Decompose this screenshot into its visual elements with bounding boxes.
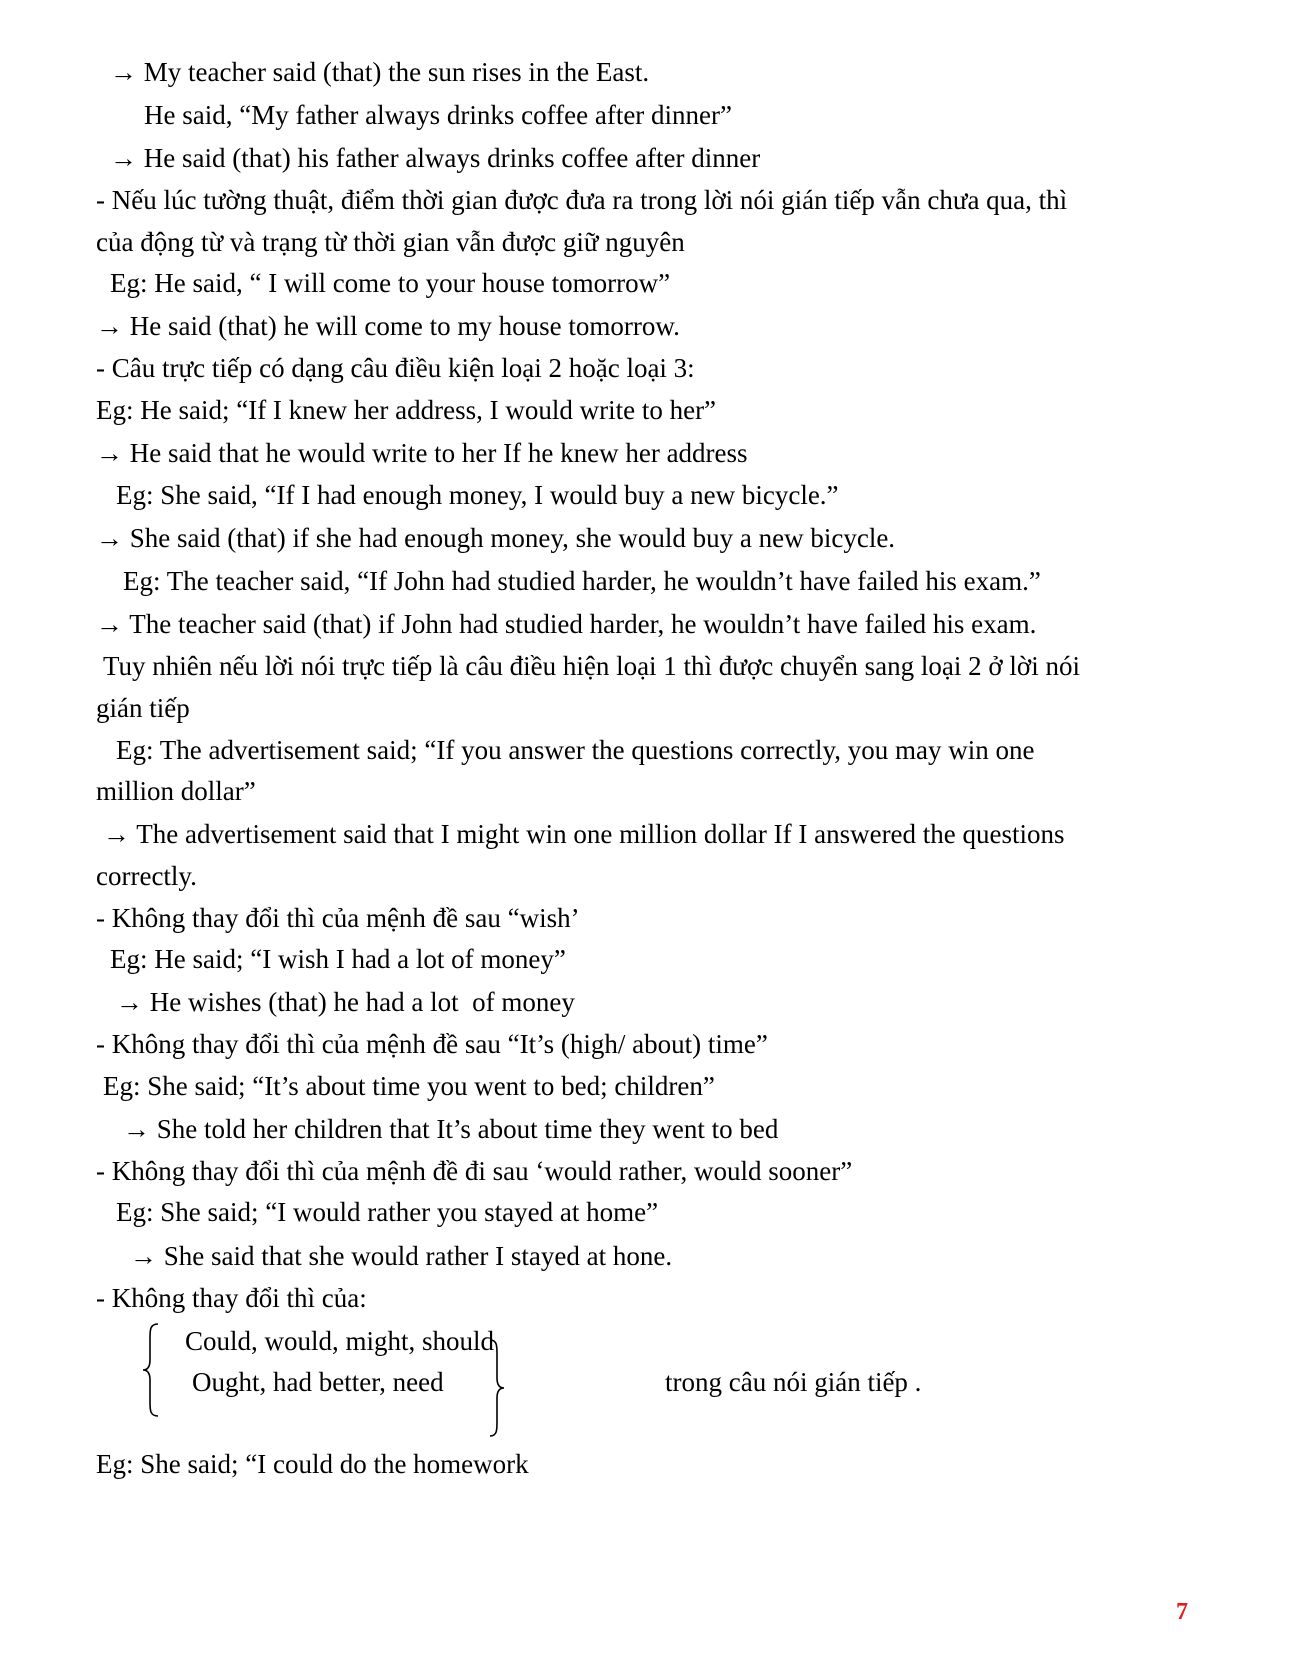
text-line: → He wishes (that) he had a lot of money [116, 987, 575, 1017]
text-line: Eg: He said, “ I will come to your house tomorrow” [110, 268, 671, 298]
text-line: → The teacher said (that) if John had studied harder, he wouldn’t have failed his exam. [96, 609, 1037, 639]
text-line: → He said (that) he will come to my house tomorrow. [96, 311, 680, 341]
text-line: - Không thay đổi thì của mệnh đề sau “It’s (high/ about) time” [96, 1029, 768, 1059]
text-line: - Không thay đổi thì của: [96, 1283, 367, 1313]
text-line: Eg: She said; “I would rather you stayed at home” [116, 1197, 659, 1227]
text-line: - Câu trực tiếp có dạng câu điều kiện loại 2 hoặc loại 3: [96, 353, 695, 383]
text-line: → My teacher said (that) the sun rises in the East. [110, 57, 650, 87]
text-line: - Không thay đổi thì của mệnh đề đi sau ‘would rather, would sooner” [96, 1156, 853, 1186]
modal-line-1: Could, would, might, should [185, 1326, 495, 1356]
modal-line-2: Ought, had better, need [192, 1367, 444, 1397]
text-line: → He said that he would write to her If he knew her address [96, 438, 748, 468]
text-line: Eg: She said; “It’s about time you went to bed; children” [103, 1071, 715, 1101]
text-line: → He said (that) his father always drinks coffee after dinner [110, 143, 761, 173]
text-line: Tuy nhiên nếu lời nói trực tiếp là câu điều hiện loại 1 thì được chuyển sang loại 2 ở lời nói [103, 651, 1080, 681]
text-line: Eg: He said; “If I knew her address, I would write to her” [96, 395, 717, 425]
text-line: → She said (that) if she had enough money, she would buy a new bicycle. [96, 523, 896, 553]
text-line: → She said that she would rather I stayed at hone. [130, 1241, 673, 1271]
text-line: - Nếu lúc tường thuật, điểm thời gian được đưa ra trong lời nói gián tiếp vẫn chưa qua, thì [96, 185, 1068, 215]
text-line: Eg: He said; “I wish I had a lot of money” [110, 944, 566, 974]
text-line: của động từ và trạng từ thời gian vẫn được giữ nguyên [96, 227, 685, 257]
text-line: - Không thay đổi thì của mệnh đề sau “wish’ [96, 903, 580, 933]
text-line: Eg: The teacher said, “If John had studied harder, he wouldn’t have failed his exam.” [123, 566, 1041, 596]
page-number: 7 [1176, 1599, 1188, 1625]
text-line: gián tiếp [96, 693, 190, 723]
text-line: Eg: The advertisement said; “If you answer the questions correctly, you may win one [116, 735, 1035, 765]
text-line: million dollar” [96, 776, 256, 806]
text-line: He said, “My father always drinks coffee after dinner” [144, 100, 733, 130]
left-brace [140, 1322, 162, 1418]
text-line: Eg: She said, “If I had enough money, I would buy a new bicycle.” [116, 480, 839, 510]
modal-suffix: trong câu nói gián tiếp . [665, 1367, 922, 1397]
text-line: → The advertisement said that I might win one million dollar If I answered the questions [103, 819, 1065, 849]
text-line: correctly. [96, 861, 197, 891]
right-brace [486, 1338, 508, 1438]
text-line: → She told her children that It’s about time they went to bed [123, 1114, 779, 1144]
text-line: Eg: She said; “I could do the homework [96, 1449, 529, 1479]
